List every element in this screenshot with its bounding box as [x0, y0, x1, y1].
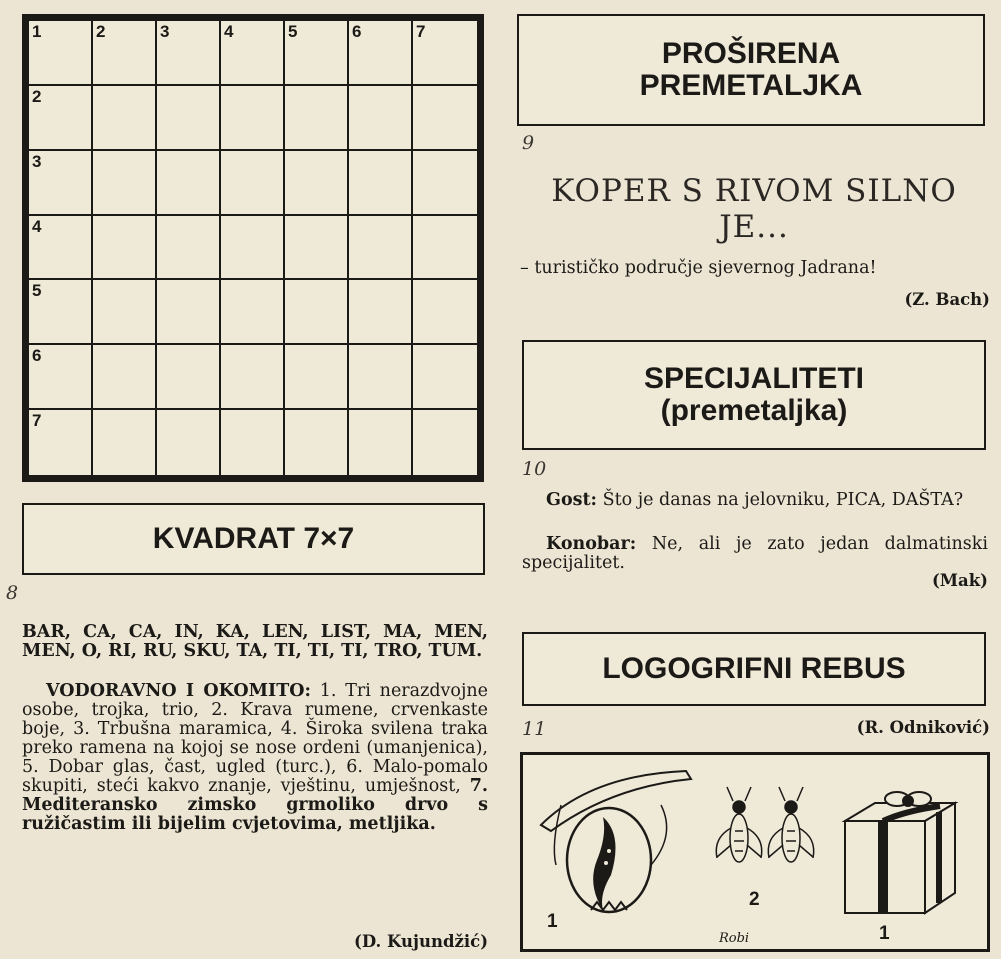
grid-cell[interactable]	[93, 345, 157, 410]
guest-label: Gost:	[546, 490, 598, 510]
grid-cell[interactable]	[413, 345, 477, 410]
rebus-author: (R. Odniković)	[856, 718, 990, 737]
artist-signature: Robi	[719, 931, 750, 946]
grid-cell[interactable]	[285, 280, 349, 345]
specijaliteti-title-line1: SPECIJALITETI	[643, 361, 865, 395]
grid-cell[interactable]	[29, 216, 93, 281]
waiter-text: Ne, ali je zato jedan dalmatinski specijalitet.	[522, 534, 988, 573]
grid-cell[interactable]	[413, 216, 477, 281]
grid-cell[interactable]	[285, 345, 349, 410]
grid-cell[interactable]	[221, 151, 285, 216]
grid-cell[interactable]	[29, 280, 93, 345]
grid-cell[interactable]	[349, 86, 413, 151]
rebus-title-box	[522, 632, 986, 706]
cell-number: 1	[32, 22, 42, 41]
cell-number: 2	[32, 86, 42, 106]
cell-number: 7	[416, 22, 426, 41]
insects-icon	[707, 783, 827, 883]
specijaliteti-title-box	[522, 340, 986, 450]
grid-cell[interactable]	[413, 21, 477, 86]
prosirena-title-box	[517, 14, 985, 126]
grid-cell[interactable]	[285, 151, 349, 216]
clue-seven: 7. Mediteransko zimsko grmoliko drvo s ružičastim ili bijelim cvjetovima, metljika.	[22, 776, 488, 834]
grid-cell[interactable]	[221, 345, 285, 410]
grid-cell[interactable]	[285, 216, 349, 281]
rebus-title: LOGOGRIFNI REBUS	[602, 651, 906, 685]
grid-cell[interactable]	[413, 280, 477, 345]
gift-box-icon	[835, 781, 965, 921]
grid-cell[interactable]	[413, 151, 477, 216]
grid-cell[interactable]	[93, 86, 157, 151]
grid-cell[interactable]	[221, 216, 285, 281]
dialog-guest	[522, 491, 988, 510]
prosirena-heading: KOPER S RIVOM SILNO JE...	[551, 173, 957, 245]
kvadrat-title: KVADRAT 7×7	[152, 521, 355, 555]
grid-cell[interactable]	[221, 280, 285, 345]
cell-number: 5	[288, 22, 298, 41]
guest-text: Što je danas na jelovniku, PICA, DAŠTA?	[602, 490, 964, 510]
pomegranate-icon	[531, 765, 701, 925]
grid-cell[interactable]	[285, 410, 349, 475]
cell-number: 6	[352, 22, 362, 41]
kvadrat-syllables: BAR, CA, CA, IN, KA, LEN, LIST, MA, MEN, MEN, O, RI, RU, SKU, TA, TI, TI, TI, TRO, TUM.	[22, 622, 488, 661]
grid-cell[interactable]	[157, 21, 221, 86]
grid-cell[interactable]	[349, 21, 413, 86]
crossword-grid	[22, 14, 484, 482]
grid-cell[interactable]	[285, 21, 349, 86]
grid-cell[interactable]	[93, 151, 157, 216]
prosirena-text: – turističko područje sjevernog Jadrana!	[520, 258, 877, 278]
puzzle-number-9: 9	[522, 132, 535, 154]
cell-number: 6	[32, 346, 42, 366]
grid-cell[interactable]	[157, 86, 221, 151]
cell-number: 4	[32, 216, 42, 236]
cell-number: 5	[32, 281, 42, 301]
picture-number-2: 2	[749, 889, 760, 910]
grid-cell[interactable]	[221, 86, 285, 151]
rebus-picture	[520, 752, 990, 952]
grid-cell[interactable]	[29, 410, 93, 475]
grid-cell[interactable]	[29, 345, 93, 410]
grid-cell[interactable]	[29, 86, 93, 151]
grid-cell[interactable]	[349, 410, 413, 475]
cell-number: 3	[160, 22, 170, 41]
grid-cell[interactable]	[349, 345, 413, 410]
prosirena-author: (Z. Bach)	[904, 290, 990, 309]
prosirena-title-line2: PREMETALJKA	[639, 69, 863, 102]
grid-cell[interactable]	[93, 280, 157, 345]
waiter-label: Konobar:	[546, 534, 637, 554]
grid-cell[interactable]	[413, 410, 477, 475]
grid-cell[interactable]	[29, 21, 93, 86]
grid-cell[interactable]	[93, 410, 157, 475]
picture-number-3: 1	[879, 923, 890, 944]
kvadrat-title-box	[22, 503, 485, 575]
grid-cell[interactable]	[157, 410, 221, 475]
dialog-waiter	[522, 535, 988, 573]
grid-cell[interactable]	[157, 216, 221, 281]
grid-cell[interactable]	[157, 151, 221, 216]
grid-cell[interactable]	[221, 410, 285, 475]
grid-cell[interactable]	[349, 280, 413, 345]
specijaliteti-author: (Mak)	[931, 571, 988, 590]
specijaliteti-title-line2: (premetaljka)	[660, 394, 848, 427]
clues-label: VODORAVNO I OKOMITO:	[46, 681, 311, 701]
grid-cell[interactable]	[93, 21, 157, 86]
grid-cell[interactable]	[93, 216, 157, 281]
grid-cell[interactable]	[413, 86, 477, 151]
prosirena-title-line1: PROŠIRENA	[661, 36, 841, 70]
puzzle-number-8: 8	[6, 582, 19, 604]
grid-cell[interactable]	[349, 151, 413, 216]
puzzle-number-11: 11	[522, 718, 547, 740]
grid-cell[interactable]	[285, 86, 349, 151]
cell-number: 2	[96, 22, 106, 41]
grid-cell[interactable]	[221, 21, 285, 86]
grid-cell[interactable]	[157, 345, 221, 410]
kvadrat-author: (D. Kujundžić)	[354, 932, 488, 951]
kvadrat-clues	[22, 682, 488, 834]
picture-number-1: 1	[547, 911, 558, 932]
grid-cell[interactable]	[157, 280, 221, 345]
grid-cell[interactable]	[349, 216, 413, 281]
cell-number: 7	[32, 411, 42, 431]
grid-cell[interactable]	[29, 151, 93, 216]
puzzle-number-10: 10	[522, 458, 547, 480]
cell-number: 3	[32, 151, 42, 171]
clues-plain: 1. Tri nerazdvojne osobe, trojka, trio, 2. Krava rumene, crvenkaste boje, 3. Trbušna maramica, 4. Široka svilena traka preko ramena na kojoj se nose ordeni (umanjenica), 5. Dobar glas, čast, ugled (turc.), 6. Malo-pomalo skupiti, steći kakvo znanje, vještinu, umješnost,	[22, 681, 488, 796]
cell-number: 4	[224, 22, 234, 41]
